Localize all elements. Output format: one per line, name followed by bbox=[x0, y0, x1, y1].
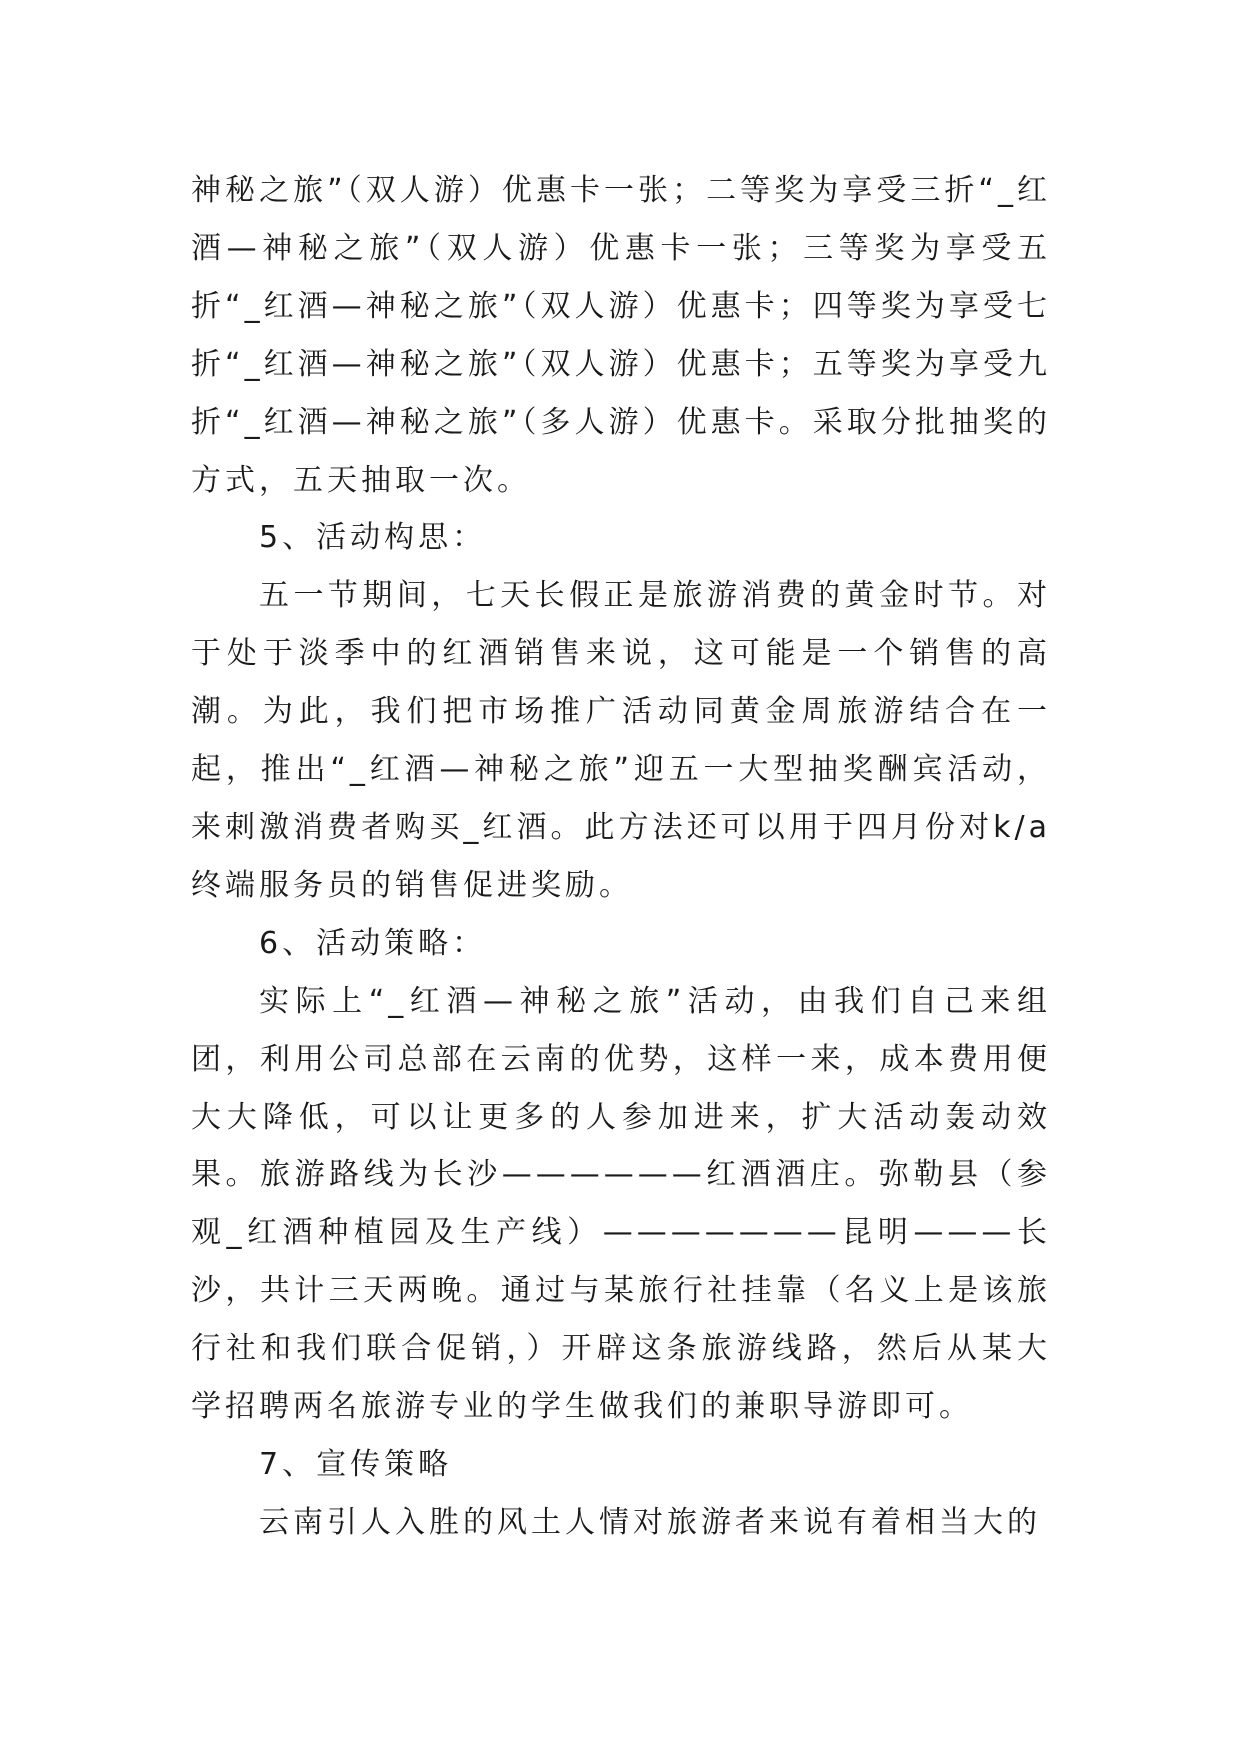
document-body bbox=[191, 162, 1051, 1552]
heading-promotion-strategy: 7、宣传策略 bbox=[259, 1446, 453, 1482]
paragraph-activity-concept: 五一节期间，七天长假正是旅游消费的黄金时节。对于处于淡季中的红酒销售来说，这可能是一个销售的高潮。为此，我们把市场推广活动同黄金周旅游结合在一起，推出“_红酒—神秘之旅”迎五一大型抽奖酬宾活动，来刺激消费者购买_红酒。此方法还可以用于四月份对k/a终端服务员的销售促进奖励。 bbox=[191, 578, 1051, 903]
paragraph-activity-strategy: 实际上“_红酒—神秘之旅”活动，由我们自己来组团，利用公司总部在云南的优势，这样一来，成本费用便大大降低，可以让更多的人参加进来，扩大活动轰动效果。旅游路线为长沙——————红酒酒庄。弥勒县（参观_红酒种植园及生产线）———————昆明———长沙，共计三天两晚。通过与某旅行社挂靠（名义上是该旅行社和我们联合促销，）开辟这条旅游线路，然后从某大学招聘两名旅游专业的学生做我们的兼职导游即可。 bbox=[191, 983, 1051, 1425]
paragraph-prize-details: 神秘之旅”（双人游）优惠卡一张；二等奖为享受三折“_红酒—神秘之旅”（双人游）优惠卡一张；三等奖为享受五折“_红酒—神秘之旅”（双人游）优惠卡；四等奖为享受七折“_红酒—神秘之旅”（双人游）优惠卡；五等奖为享受九折“_红酒—神秘之旅”（多人游）优惠卡。采取分批抽奖的方式，五天抽取一次。 bbox=[191, 173, 1051, 498]
paragraph-promotion-strategy: 云南引人入胜的风土人情对旅游者来说有着相当大的 bbox=[259, 1504, 1041, 1540]
heading-activity-concept: 5、活动构思： bbox=[259, 520, 487, 556]
heading-activity-strategy: 6、活动策略： bbox=[259, 925, 487, 961]
